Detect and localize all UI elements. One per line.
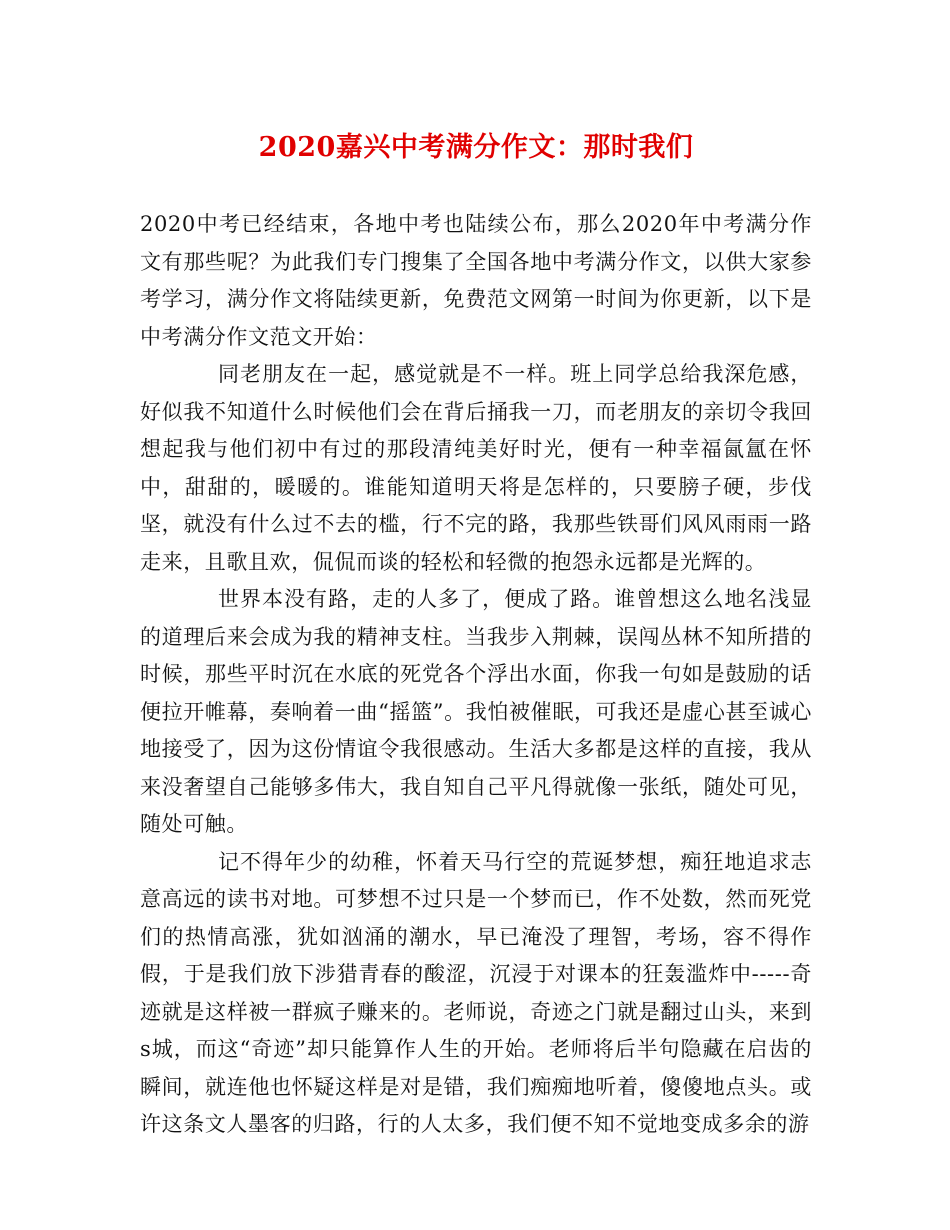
body-paragraph-3: 记不得年少的幼稚，怀着天马行空的荒诞梦想，痴狂地追求志意高远的读书对地。可梦想不过只是一个梦而已，作不处数，然而死党们的热情高涨，犹如汹涌的潮水，早已淹没了理智，考场，容不得作假，于是我们放下涉猎青春的酸涩，沉浸于对课本的狂轰滥炸中-----奇迹就是这样被一群疯子赚来的。老师说，奇迹之门就是翻过山头，来到s城，而这“奇迹”却只能算作人生的开始。老师将后半句隐藏在启齿的瞬间，就连他也怀疑这样是对是错，我们痴痴地听着，傻傻地点头。或许这条文人墨客的归路，行的人太多，我们便不知不觉地变成多余的游 <box>140 849 812 1136</box>
body-paragraph-1: 同老朋友在一起，感觉就是不一样。班上同学总给我深危感，好似我不知道什么时候他们会在背后捅我一刀，而老朋友的亲切令我回想起我与他们初中有过的那段清纯美好时光，便有一种幸福氤氲在怀中，甜甜的，暖暖的。谁能知道明天将是怎样的，只要膀子硬，步伐坚，就没有什么过不去的槛，行不完的路，我那些铁哥们风风雨雨一路走来，且歌且欢，侃侃而谈的轻松和轻微的抱怨永远都是光辉的。 <box>140 362 812 574</box>
document-title: 2020嘉兴中考满分作文：那时我们 <box>258 132 694 163</box>
document-page <box>140 128 812 1144</box>
body-paragraph-2: 世界本没有路，走的人多了，便成了路。谁曾想这么地名浅显的道理后来会成为我的精神支柱。当我步入荆棘，误闯丛林不知所措的时候，那些平时沉在水底的死党各个浮出水面，你我一句如是鼓励的话便拉开帷幕，奏响着一曲“摇篮”。我怕被催眠，可我还是虚心甚至诚心地接受了，因为这份情谊令我很感动。生活大多都是这样的直接，我从来没奢望自己能够多伟大，我自知自己平凡得就像一张纸，随处可见，随处可触。 <box>140 587 812 836</box>
intro-paragraph: 2020中考已经结束，各地中考也陆续公布，那么2020年中考满分作文有那些呢？为此我们专门搜集了全国各地中考满分作文，以供大家参考学习，满分作文将陆续更新，免费范文网第一时间为你更新，以下是中考满分作文范文开始： <box>140 212 812 349</box>
